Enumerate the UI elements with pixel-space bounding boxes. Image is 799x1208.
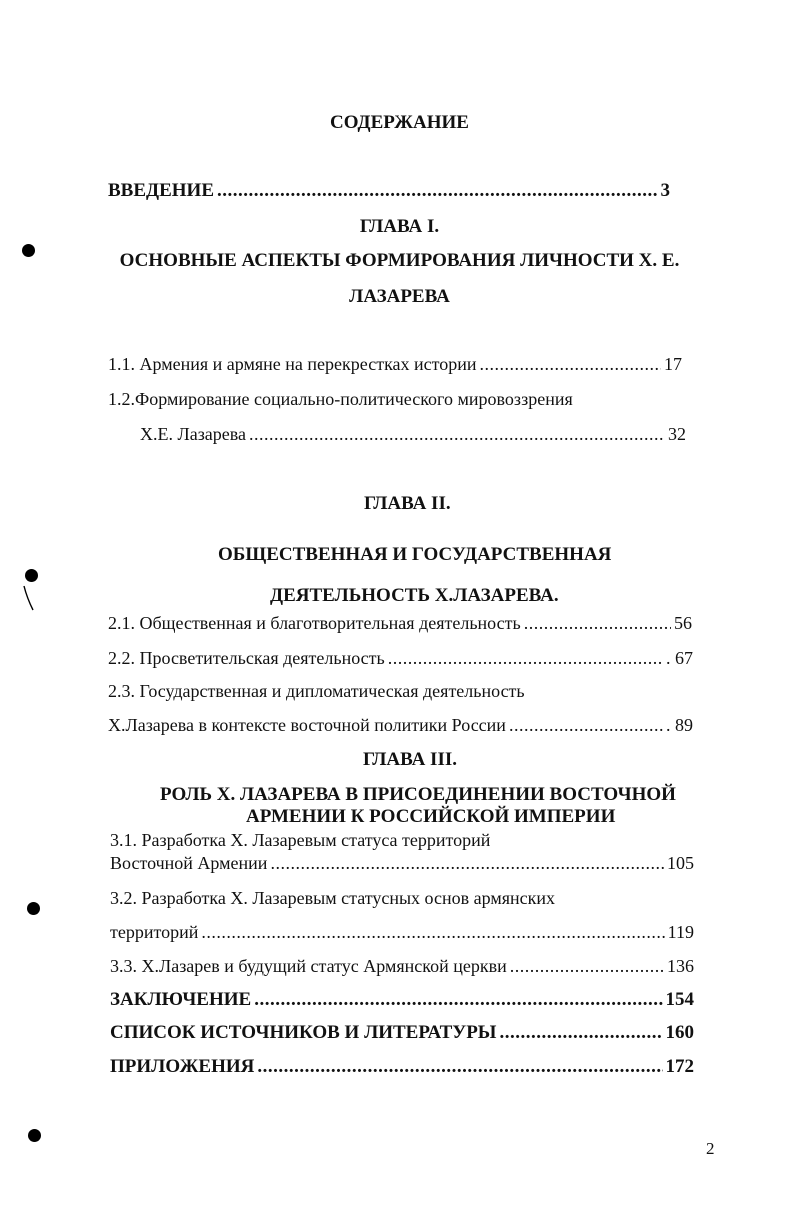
toc-entry-appendix[interactable] — [110, 1056, 694, 1078]
toc-entry-page: 136 — [667, 956, 694, 976]
toc-entry-2-1[interactable] — [108, 613, 692, 634]
toc-entry-label: 1.1. Армения и армяне на перекрестках истории — [108, 354, 477, 374]
chapter-2-heading: ГЛАВА II. — [364, 493, 451, 514]
toc-entry-2-3-label: 2.3. Государственная и дипломатическая деятельность — [108, 681, 525, 701]
toc-leader-dots — [524, 613, 671, 634]
chapter-1-heading: ГЛАВА I. — [359, 216, 440, 237]
toc-leader-dots — [257, 1056, 662, 1078]
toc-entry-label: СПИСОК ИСТОЧНИКОВ И ЛИТЕРАТУРЫ — [110, 1022, 497, 1043]
toc-entry-page: 154 — [665, 989, 694, 1010]
toc-entry-sources[interactable] — [110, 1022, 694, 1044]
toc-entry-label-cont: Восточной Армении — [110, 853, 268, 873]
toc-leader-dots — [388, 648, 663, 669]
toc-entry-3-1[interactable] — [110, 853, 694, 874]
toc-entry-page: 160 — [665, 1022, 694, 1043]
toc-leader-dots — [217, 180, 658, 202]
toc-entry-3-3[interactable] — [110, 956, 694, 977]
toc-entry-page: 17 — [664, 354, 682, 374]
chapter-3-title-line1: РОЛЬ Х. ЛАЗАРЕВА В ПРИСОЕДИНЕНИИ ВОСТОЧНОЙ — [160, 784, 676, 805]
toc-leader-dots — [270, 853, 664, 874]
chapter-1-title-line2: ЛАЗАРЕВА — [349, 286, 450, 307]
toc-leader-dots — [249, 424, 665, 445]
toc-leader-dots — [480, 354, 661, 375]
toc-leader-dots — [201, 922, 664, 943]
toc-entry-label: ЗАКЛЮЧЕНИЕ — [110, 989, 252, 1010]
toc-leader-dots — [254, 989, 662, 1011]
toc-entry-label: 2.2. Просветительская деятельность — [108, 648, 385, 668]
toc-entry-label-cont: Х.Лазарева в контексте восточной политики России — [108, 715, 506, 735]
page-title: СОДЕРЖАНИЕ — [330, 112, 469, 133]
toc-entry-1-2[interactable] — [140, 424, 686, 445]
toc-entry-3-2-label: 3.2. Разработка Х. Лазаревым статусных основ армянских — [110, 888, 556, 908]
toc-entry-label: 3.3. Х.Лазарев и будущий статус Армянской церкви — [110, 956, 507, 976]
toc-leader-dots — [509, 715, 663, 736]
toc-entry-page: 105 — [667, 853, 694, 873]
toc-entry-page: 119 — [667, 922, 694, 942]
toc-entry-1-2-label: 1.2.Формирование социально-политического мировоззрения — [108, 389, 573, 409]
page-number: 2 — [706, 1139, 715, 1158]
toc-entry-page: 3 — [660, 180, 670, 201]
toc-entry-page: 172 — [665, 1056, 694, 1077]
pen-stroke-mark — [22, 584, 36, 612]
toc-entry-1-1[interactable] — [108, 354, 682, 375]
toc-entry-conclusion[interactable] — [110, 989, 694, 1011]
punch-hole-mark — [27, 902, 40, 915]
toc-entry-label: ВВЕДЕНИЕ — [108, 180, 214, 201]
toc-entry-page: . 89 — [666, 715, 693, 735]
toc-leader-dots — [499, 1022, 662, 1044]
toc-entry-3-2[interactable] — [110, 922, 694, 943]
toc-entry-page: 56 — [674, 613, 692, 633]
toc-entry-page: . 67 — [666, 648, 693, 668]
chapter-1-title-line1: ОСНОВНЫЕ АСПЕКТЫ ФОРМИРОВАНИЯ ЛИЧНОСТИ Х. Е. — [119, 250, 680, 271]
toc-entry-label-cont: территорий — [110, 922, 199, 942]
toc-entry-label: 2.1. Общественная и благотворительная деятельность — [108, 613, 521, 633]
toc-entry-3-1-label: 3.1. Разработка Х. Лазаревым статуса территорий — [110, 830, 491, 850]
chapter-3-title-line2: АРМЕНИИ К РОССИЙСКОЙ ИМПЕРИИ — [246, 806, 616, 827]
toc-entry-2-2[interactable] — [108, 648, 693, 669]
toc-entry-2-3[interactable] — [108, 715, 693, 736]
punch-hole-mark — [28, 1129, 41, 1142]
punch-hole-mark — [25, 569, 38, 582]
toc-entry-label: ПРИЛОЖЕНИЯ — [110, 1056, 255, 1077]
toc-entry-label-cont: Х.Е. Лазарева — [140, 424, 247, 444]
chapter-2-title-line2: ДЕЯТЕЛЬНОСТЬ Х.ЛАЗАРЕВА. — [270, 585, 559, 606]
chapter-3-heading: ГЛАВА III. — [363, 749, 457, 770]
toc-entry-intro[interactable] — [108, 180, 670, 202]
toc-leader-dots — [510, 956, 664, 977]
toc-entry-page: 32 — [668, 424, 686, 444]
chapter-2-title-line1: ОБЩЕСТВЕННАЯ И ГОСУДАРСТВЕННАЯ — [218, 544, 612, 565]
